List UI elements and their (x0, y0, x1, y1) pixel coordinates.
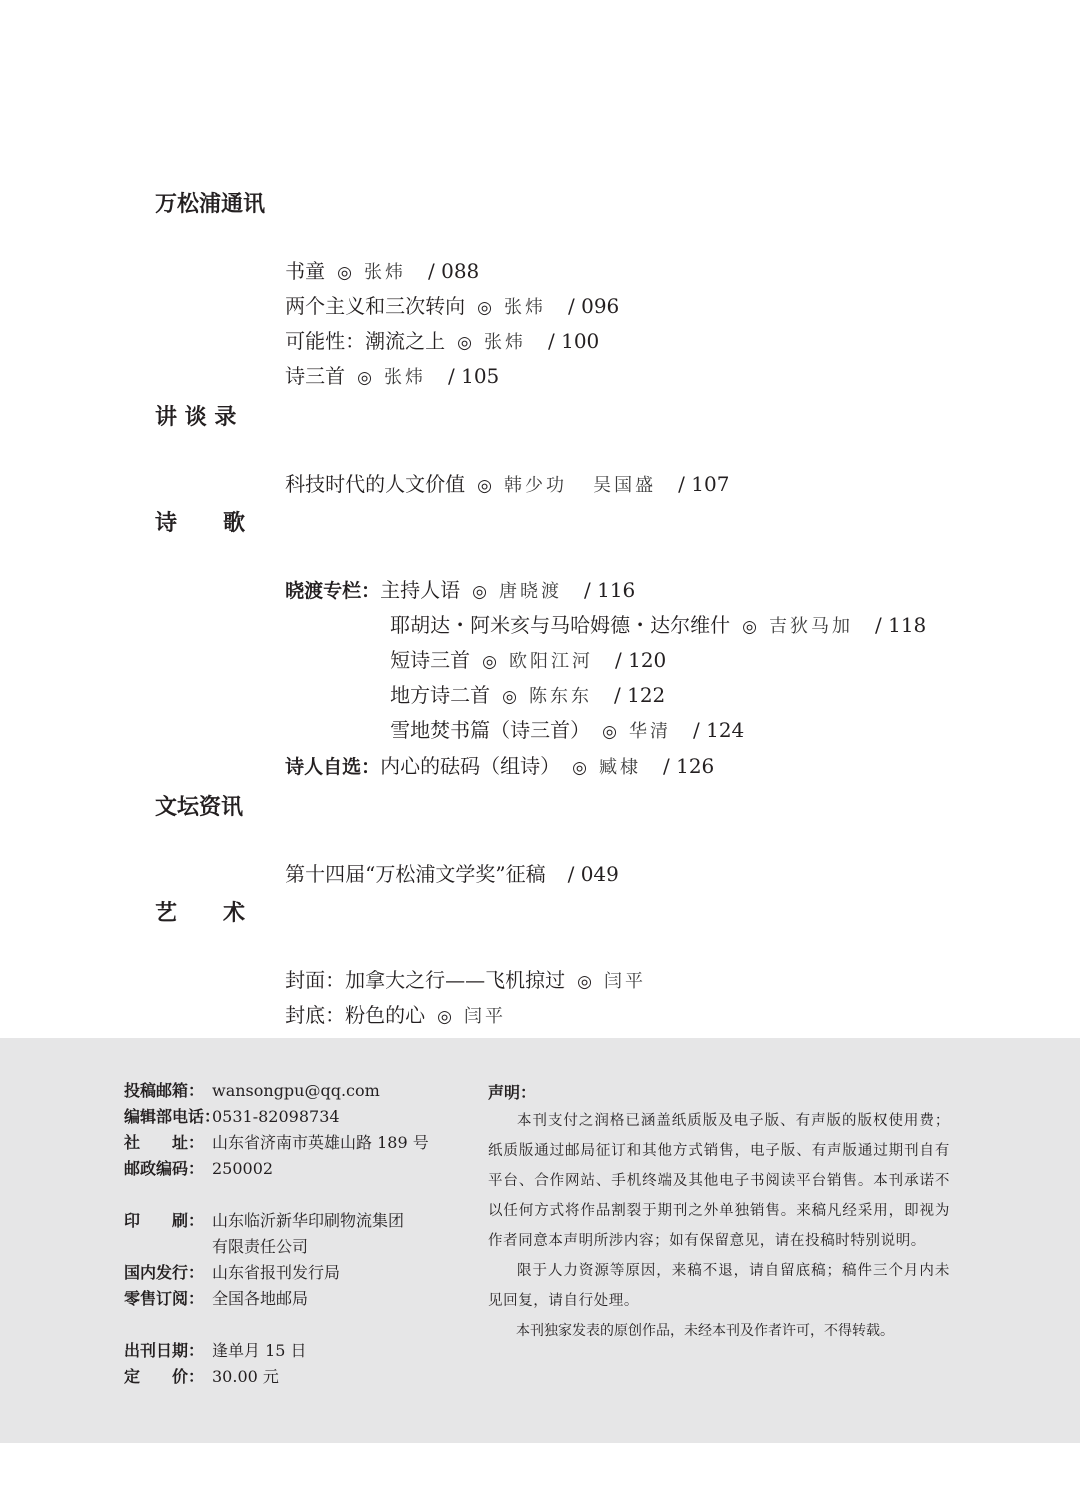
author-mark-icon: ◎ (482, 652, 497, 672)
toc-entry[interactable] (352, 577, 927, 637)
info-label: 印 刷： (124, 1211, 205, 1230)
entry-title: 内心的砝码（组诗） (380, 754, 561, 778)
author-mark-icon: ◎ (577, 972, 592, 992)
entry-title: 地方诗二首 (390, 683, 491, 707)
info-value: 全国各地邮局 (212, 1289, 309, 1308)
entry-author: 张炜 (384, 367, 426, 388)
author-mark-icon: ◎ (357, 368, 372, 388)
author-mark-icon: ◎ (602, 722, 617, 742)
toc-entry[interactable] (352, 647, 666, 707)
declaration-paragraph: 限于人力资源等原因，来稿不退，请自留底稿；稿件三个月内未见回复，请自行处理。 (488, 1263, 950, 1309)
entry-page: / 124 (693, 718, 745, 742)
declaration (488, 1080, 950, 1346)
info-row-printer (124, 1208, 404, 1234)
info-row-phone (124, 1104, 340, 1130)
author-mark-icon: ◎ (477, 298, 492, 318)
entry-author: 陈东东 (529, 686, 592, 707)
entry-title: 雪地焚书篇（诗三首） (390, 718, 591, 742)
publication-info-panel (0, 1038, 1080, 1443)
info-value: 山东省报刊发行局 (212, 1263, 341, 1282)
entry-page: / 116 (584, 578, 636, 602)
info-value: 0531-82098734 (212, 1107, 340, 1126)
info-value: 山东临沂新华印刷物流集团 (212, 1211, 405, 1230)
toc-entry[interactable] (247, 223, 480, 283)
toc-entry[interactable] (247, 258, 620, 318)
entry-title: 两个主义和三次转向 (285, 294, 466, 318)
declaration-paragraph: 本刊支付之润格已涵盖纸质版及电子版、有声版的版权使用费；纸质版通过邮局征订和其他方式销售，电子版、有声版通过期刊自有平台、合作网站、手机终端及其他电子书阅读平台销售。本刊承诺不以任何方式将作品割裂于期刊之外单独销售。来稿凡经采用，即视为作者同意本声明所涉内容；如有保留意见，请在投稿时特别说明。 (488, 1113, 950, 1249)
author-mark-icon: ◎ (337, 263, 352, 283)
toc-entry[interactable] (247, 718, 715, 778)
entry-author: 张炜 (504, 297, 546, 318)
entry-title: 耶胡达・阿米亥与马哈姆德・达尔维什 (390, 613, 731, 637)
info-value: 逢单月 15 日 (212, 1341, 307, 1360)
toc-entry[interactable] (247, 328, 500, 388)
entry-author: 欧阳江河 (509, 651, 593, 672)
info-row-address (124, 1130, 429, 1156)
info-row-subscription (124, 1286, 308, 1312)
entry-page: / 100 (548, 329, 600, 353)
entry-title: 第十四届“万松浦文学奖”征稿 (285, 862, 546, 886)
info-row-email (124, 1078, 380, 1104)
entry-author: 华清 (629, 721, 671, 742)
toc-entry[interactable] (247, 967, 506, 1027)
entry-title: 科技时代的人文价值 (285, 472, 466, 496)
author-mark-icon: ◎ (477, 476, 492, 496)
entry-page: / 088 (428, 259, 480, 283)
section-title: 艺 术 (155, 901, 245, 926)
entry-author: 臧棣 (599, 757, 642, 778)
toc-entry[interactable] (247, 293, 600, 353)
toc-entry[interactable] (247, 932, 646, 992)
entry-author: 张炜 (364, 262, 406, 283)
author-mark-icon: ◎ (502, 687, 517, 707)
info-label: 编辑部电话： (124, 1107, 221, 1126)
toc-entry[interactable] (247, 542, 636, 602)
author-mark-icon: ◎ (572, 758, 588, 778)
entry-author: 张炜 (484, 332, 526, 353)
info-label: 社 址： (124, 1133, 205, 1152)
toc-entry[interactable] (352, 612, 667, 672)
entry-author: 韩少功 吴国盛 (504, 475, 657, 496)
entry-page: / 126 (663, 754, 715, 778)
section-title: 讲 谈 录 (155, 405, 237, 430)
entry-title: 封底：粉色的心 (285, 1003, 426, 1027)
entry-author: 闫平 (604, 971, 646, 992)
entry-page: / 049 (567, 862, 619, 886)
entry-page: / 118 (875, 613, 927, 637)
info-value: 250002 (212, 1159, 274, 1178)
entry-title: 封面：加拿大之行——飞机掠过 (285, 968, 566, 992)
column-label: 诗人自选： (285, 756, 381, 778)
info-value[interactable]: wansongpu@qq.com (212, 1081, 380, 1100)
toc-entry[interactable] (352, 682, 745, 742)
entry-title: 主持人语 (380, 578, 461, 602)
author-mark-icon: ◎ (437, 1007, 452, 1027)
info-label: 出刊日期： (124, 1341, 205, 1360)
info-row-postcode (124, 1156, 273, 1182)
section-title: 文坛资讯 (155, 795, 244, 820)
declaration-paragraph: 本刊独家发表的原创作品，未经本刊及作者许可，不得转载。 (516, 1323, 894, 1339)
info-value: 有限责任公司 (212, 1237, 309, 1256)
author-mark-icon: ◎ (457, 333, 472, 353)
entry-page: / 096 (568, 294, 620, 318)
info-row-printer-cont (124, 1234, 308, 1260)
entry-title: 可能性：潮流之上 (285, 329, 446, 353)
entry-title: 书童 (285, 259, 326, 283)
author-mark-icon: ◎ (472, 582, 488, 602)
section-title: 万松浦通讯 (155, 192, 266, 217)
column-label: 晓渡专栏： (285, 580, 381, 602)
entry-author: 闫平 (464, 1006, 506, 1027)
entry-page: / 120 (615, 648, 667, 672)
entry-page: / 122 (614, 683, 666, 707)
entry-title: 短诗三首 (390, 648, 471, 672)
info-value: 山东省济南市英雄山路 189 号 (212, 1133, 429, 1152)
info-label: 国内发行： (124, 1263, 205, 1282)
toc-entry[interactable] (247, 826, 619, 886)
section-title: 诗 歌 (155, 511, 245, 536)
info-row-distribution (124, 1260, 340, 1286)
entry-page: / 107 (678, 472, 730, 496)
info-label: 定 价： (124, 1367, 205, 1386)
author-mark-icon: ◎ (742, 617, 757, 637)
entry-author: 唐晓渡 (499, 581, 563, 602)
entry-page: / 105 (448, 364, 500, 388)
info-label: 投稿邮箱： (124, 1081, 205, 1100)
info-label: 零售订阅： (124, 1289, 205, 1308)
entry-author: 吉狄马加 (769, 616, 853, 637)
info-value: 30.00 元 (212, 1367, 279, 1386)
info-label: 邮政编码： (124, 1159, 205, 1178)
info-row-price (124, 1364, 279, 1390)
entry-title: 诗三首 (285, 364, 346, 388)
info-row-publish-date (124, 1338, 307, 1364)
declaration-title: 声明： (488, 1083, 537, 1102)
toc-entry[interactable] (247, 436, 730, 496)
